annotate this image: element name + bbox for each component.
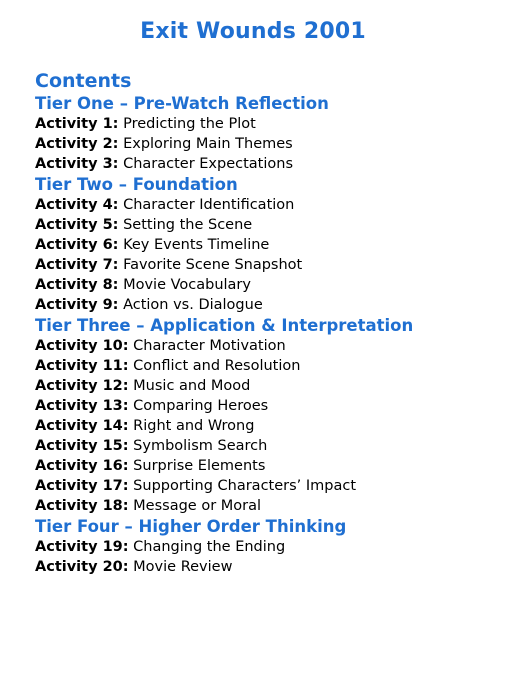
tier-four-section [35,516,506,577]
activity-number: Activity 14: [35,418,129,434]
list-item [35,436,506,456]
activity-title: Character Expectations [123,156,294,172]
list-item [35,476,506,496]
list-item [35,336,506,356]
list-item [35,215,506,235]
tier-heading: Tier One – Pre-Watch Reflection [35,94,329,113]
activity-number: Activity 1: [35,116,119,132]
activity-number: Activity 12: [35,378,129,394]
list-item [35,235,506,255]
list-item [35,376,506,396]
activity-title: Comparing Heroes [133,398,269,414]
list-item [35,496,506,516]
list-item [35,396,506,416]
table-of-contents [35,93,506,577]
activity-number: Activity 5: [35,217,119,233]
activity-number: Activity 11: [35,358,129,374]
activity-title: Predicting the Plot [123,116,256,132]
activity-number: Activity 15: [35,438,129,454]
activity-title: Key Events Timeline [123,237,270,253]
activity-number: Activity 8: [35,277,119,293]
tier-three-section [35,315,506,516]
activity-number: Activity 18: [35,498,129,514]
tier-heading: Tier Four – Higher Order Thinking [35,517,347,536]
list-item [35,537,506,557]
list-item [35,416,506,436]
contents-heading: Contents [35,70,132,92]
activity-title: Setting the Scene [123,217,253,233]
activity-number: Activity 10: [35,338,129,354]
activity-number: Activity 3: [35,156,119,172]
list-item [35,195,506,215]
tier-heading: Tier Three – Application & Interpretation [35,316,414,335]
activity-number: Activity 2: [35,136,119,152]
activity-title: Movie Review [133,559,233,575]
activity-number: Activity 19: [35,539,129,555]
activity-title: Changing the Ending [133,539,286,555]
list-item [35,456,506,476]
activity-number: Activity 4: [35,197,119,213]
activity-title: Character Identification [123,197,295,213]
activity-title: Favorite Scene Snapshot [123,257,303,273]
list-item [35,114,506,134]
activity-title: Surprise Elements [133,458,266,474]
list-item [35,154,506,174]
list-item [35,255,506,275]
document-title: Exit Wounds 2001 [140,19,366,44]
activity-title: Movie Vocabulary [123,277,251,293]
tier-one-section [35,93,506,174]
activity-number: Activity 17: [35,478,129,494]
activity-number: Activity 13: [35,398,129,414]
activity-title: Character Motivation [133,338,286,354]
activity-number: Activity 20: [35,559,129,575]
activity-number: Activity 9: [35,297,119,313]
list-item [35,275,506,295]
list-item [35,557,506,577]
tier-heading: Tier Two – Foundation [35,175,238,194]
list-item [35,356,506,376]
activity-title: Right and Wrong [133,418,255,434]
activity-title: Symbolism Search [133,438,268,454]
activity-title: Exploring Main Themes [123,136,293,152]
activity-title: Message or Moral [133,498,262,514]
activity-number: Activity 6: [35,237,119,253]
activity-title: Supporting Characters’ Impact [133,478,357,494]
activity-title: Conflict and Resolution [133,358,301,374]
activity-title: Music and Mood [133,378,251,394]
list-item [35,295,506,315]
tier-two-section [35,174,506,315]
activity-number: Activity 7: [35,257,119,273]
list-item [35,134,506,154]
activity-title: Action vs. Dialogue [123,297,263,313]
activity-number: Activity 16: [35,458,129,474]
